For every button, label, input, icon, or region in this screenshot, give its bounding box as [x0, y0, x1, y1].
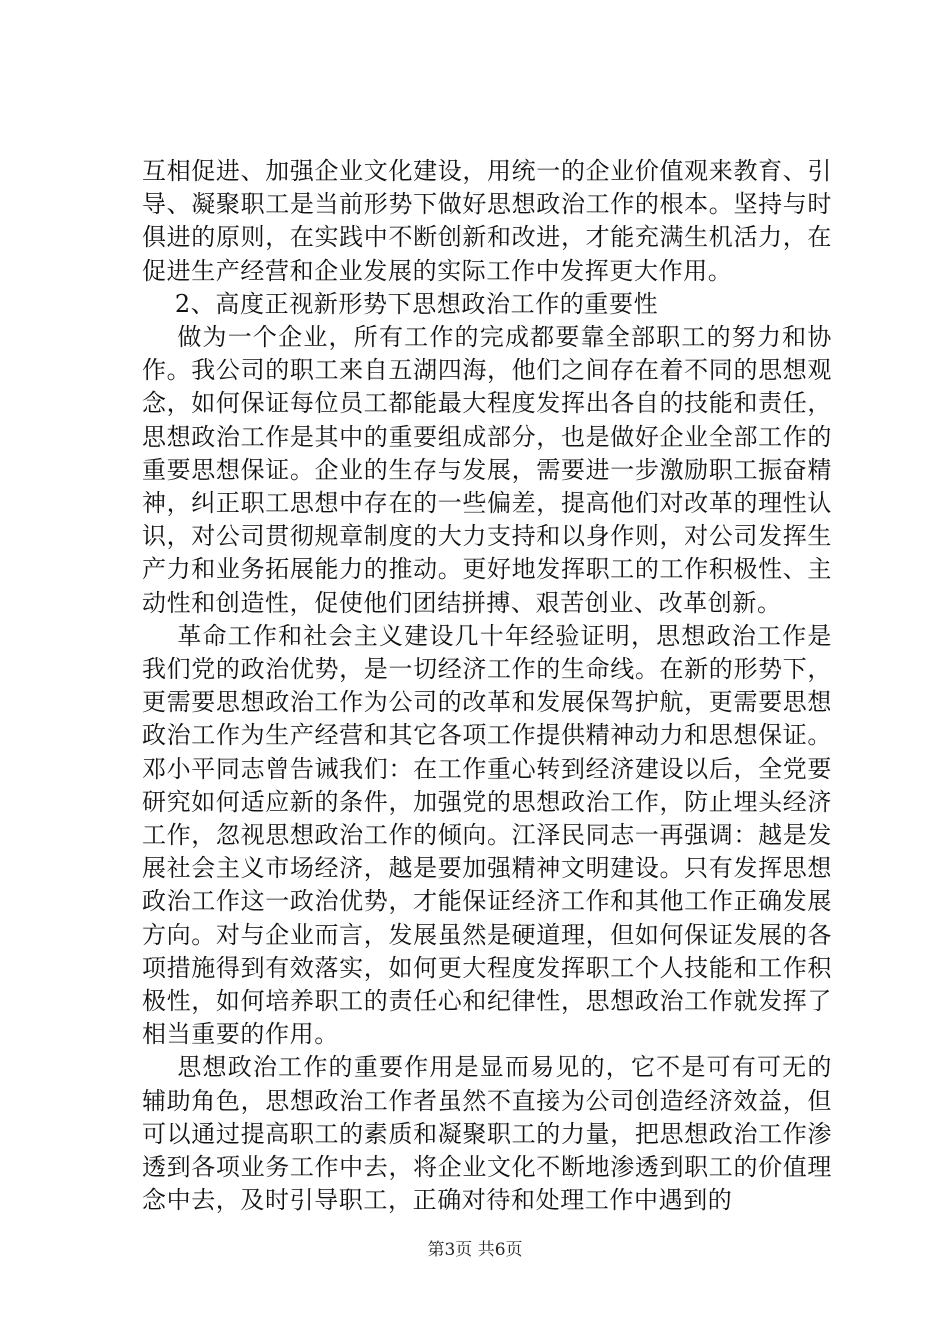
- section-heading: 2、高度正视新形势下思想政治工作的重要性: [142, 289, 659, 318]
- paragraph-continuation: 互相促进、加强企业文化建设，用统一的企业价值观来教育、引导、凝聚职工是当前形势下做好思想政治工作的根本。坚持与时俱进的原则，在实践中不断创新和改进，才能充满生机活力，在促进生产经营和企业发展的实际工作中发挥更大作用。: [142, 157, 832, 285]
- paragraph: 做为一个企业，所有工作的完成都要靠全部职工的努力和协作。我公司的职工来自五湖四海，他们之间存在着不同的思想观念，如何保证每位员工都能最大程度发挥出各自的技能和责任，思想政治工作是其中的重要组成部分，也是做好企业全部工作的重要思想保证。企业的生存与发展，需要进一步激励职工振奋精神，纠正职工思想中存在的一些偏差，提高他们对改革的理性认识，对公司贯彻规章制度的大力支持和以身作则，对公司发挥生产力和业务拓展能力的推动。更好地发挥职工的工作积极性、主动性和创造性，促使他们团结拼搏、艰苦创业、改革创新。: [142, 323, 832, 617]
- paragraph: 思想政治工作的重要作用是显而易见的，它不是可有可无的辅助角色，思想政治工作者虽然不直接为公司创造经济效益，但可以通过提高职工的素质和凝聚职工的力量，把思想政治工作渗透到各项业务工作中去，将企业文化不断地渗透到职工的价值理念中去，及时引导职工，正确对待和处理工作中遇到的: [142, 1053, 832, 1215]
- document-body: [142, 155, 832, 1218]
- page-number-footer: 第3页 共6页: [427, 1240, 523, 1260]
- paragraph: 革命工作和社会主义建设几十年经验证明，思想政治工作是我们党的政治优势，是一切经济工作的生命线。在新的形势下，更需要思想政治工作为公司的改革和发展保驾护航，更需要思想政治工作为生产经营和其它各项工作提供精神动力和思想保证。邓小平同志曾告诫我们：在工作重心转到经济建设以后，全党要研究如何适应新的条件，加强党的思想政治工作，防止埋头经济工作，忽视思想政治工作的倾向。江泽民同志一再强调：越是发展社会主义市场经济，越是要加强精神文明建设。只有发挥思想政治工作这一政治优势，才能保证经济工作和其他工作正确发展方向。对与企业而言，发展虽然是硬道理，但如何保证发展的各项措施得到有效落实，如何更大程度发挥职工个人技能和工作积极性，如何培养职工的责任心和纪律性，思想政治工作就发挥了相当重要的作用。: [142, 621, 832, 1049]
